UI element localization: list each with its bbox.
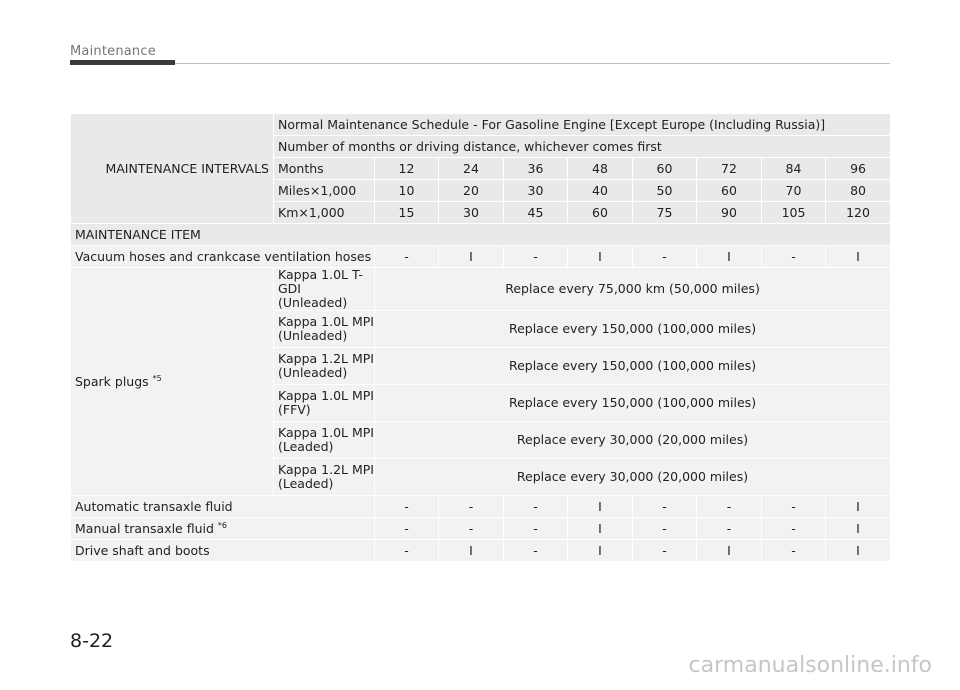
item-label: Drive shaft and boots (71, 540, 375, 562)
item-value: - (762, 540, 826, 562)
interval-value: 70 (762, 180, 826, 202)
item-value: - (439, 496, 504, 518)
table-row (71, 518, 891, 540)
interval-value: 60 (568, 202, 633, 224)
spark-interval: Replace every 150,000 (100,000 miles) (375, 348, 891, 385)
section-title: Maintenance (70, 44, 156, 59)
item-value: I (568, 540, 633, 562)
interval-value: 30 (439, 202, 504, 224)
spark-engine: Kappa 1.0L MPI (FFV) (274, 385, 375, 422)
spark-engine: Kappa 1.2L MPI (Leaded) (274, 459, 375, 496)
spark-plugs-text: Spark plugs (75, 373, 149, 389)
interval-label: Months (274, 158, 375, 180)
item-value: - (633, 540, 697, 562)
page-number: 8-22 (70, 630, 114, 652)
manual-fluid-note: *6 (217, 520, 228, 530)
spark-plugs-label (71, 268, 274, 496)
interval-value: 84 (762, 158, 826, 180)
table-row (71, 246, 891, 268)
item-value: I (826, 246, 891, 268)
interval-value: 105 (762, 202, 826, 224)
item-value: - (762, 246, 826, 268)
interval-value: 45 (504, 202, 568, 224)
interval-value: 10 (375, 180, 439, 202)
spark-interval: Replace every 30,000 (20,000 miles) (375, 459, 891, 496)
watermark: carmanualsonline.info (688, 653, 932, 678)
item-value: - (633, 246, 697, 268)
interval-value: 72 (697, 158, 762, 180)
spark-engine: Kappa 1.2L MPI (Unleaded) (274, 348, 375, 385)
item-value: I (439, 246, 504, 268)
item-value: - (375, 518, 439, 540)
schedule-subtitle: Number of months or driving distance, whichever comes first (274, 136, 891, 158)
spark-interval: Replace every 30,000 (20,000 miles) (375, 422, 891, 459)
item-value: - (504, 540, 568, 562)
item-value: I (568, 496, 633, 518)
interval-value: 40 (568, 180, 633, 202)
spark-interval: Replace every 150,000 (100,000 miles) (375, 385, 891, 422)
item-value: - (762, 496, 826, 518)
table-row (71, 540, 891, 562)
item-value: - (762, 518, 826, 540)
items-header: MAINTENANCE ITEM (71, 224, 891, 246)
interval-label: Km×1,000 (274, 202, 375, 224)
item-value: - (375, 246, 439, 268)
item-value: I (826, 518, 891, 540)
spark-plugs-note: *5 (152, 373, 162, 383)
item-value: I (697, 246, 762, 268)
manual-fluid-text: Manual transaxle fluid (75, 520, 214, 536)
item-value: I (697, 540, 762, 562)
table-row (71, 496, 891, 518)
intervals-label: MAINTENANCE INTERVALS (71, 114, 274, 224)
interval-value: 96 (826, 158, 891, 180)
interval-value: 80 (826, 180, 891, 202)
spark-engine: Kappa 1.0L MPI (Unleaded) (274, 311, 375, 348)
interval-value: 50 (633, 180, 697, 202)
interval-value: 60 (697, 180, 762, 202)
item-value: I (826, 540, 891, 562)
interval-label: Miles×1,000 (274, 180, 375, 202)
header-divider (70, 63, 890, 64)
item-value: I (568, 246, 633, 268)
spark-interval: Replace every 75,000 km (50,000 miles) (375, 268, 891, 311)
item-value: - (697, 496, 762, 518)
interval-value: 48 (568, 158, 633, 180)
item-value: - (633, 496, 697, 518)
interval-value: 36 (504, 158, 568, 180)
spark-interval: Replace every 150,000 (100,000 miles) (375, 311, 891, 348)
interval-value: 30 (504, 180, 568, 202)
spark-engine: Kappa 1.0L MPI (Leaded) (274, 422, 375, 459)
interval-value: 20 (439, 180, 504, 202)
item-value: - (375, 540, 439, 562)
interval-value: 75 (633, 202, 697, 224)
interval-value: 15 (375, 202, 439, 224)
item-value: I (568, 518, 633, 540)
item-value: I (826, 496, 891, 518)
table-row (71, 268, 891, 311)
item-value: - (697, 518, 762, 540)
schedule-title: Normal Maintenance Schedule - For Gasoline Engine [Except Europe (Including Russia)] (274, 114, 891, 136)
item-value: - (504, 496, 568, 518)
item-value: I (439, 540, 504, 562)
item-value: - (375, 496, 439, 518)
spark-engine: Kappa 1.0L T-GDI (Unleaded) (274, 268, 375, 311)
item-label: Automatic transaxle fluid (71, 496, 375, 518)
item-value: - (633, 518, 697, 540)
maintenance-schedule-table (70, 113, 891, 562)
interval-value: 12 (375, 158, 439, 180)
interval-value: 120 (826, 202, 891, 224)
item-label (71, 518, 375, 540)
interval-value: 24 (439, 158, 504, 180)
header-accent-bar (70, 60, 175, 65)
interval-value: 90 (697, 202, 762, 224)
item-value: - (504, 246, 568, 268)
item-value: - (439, 518, 504, 540)
interval-value: 60 (633, 158, 697, 180)
item-value: - (504, 518, 568, 540)
item-label: Vacuum hoses and crankcase ventilation hoses (71, 246, 375, 268)
